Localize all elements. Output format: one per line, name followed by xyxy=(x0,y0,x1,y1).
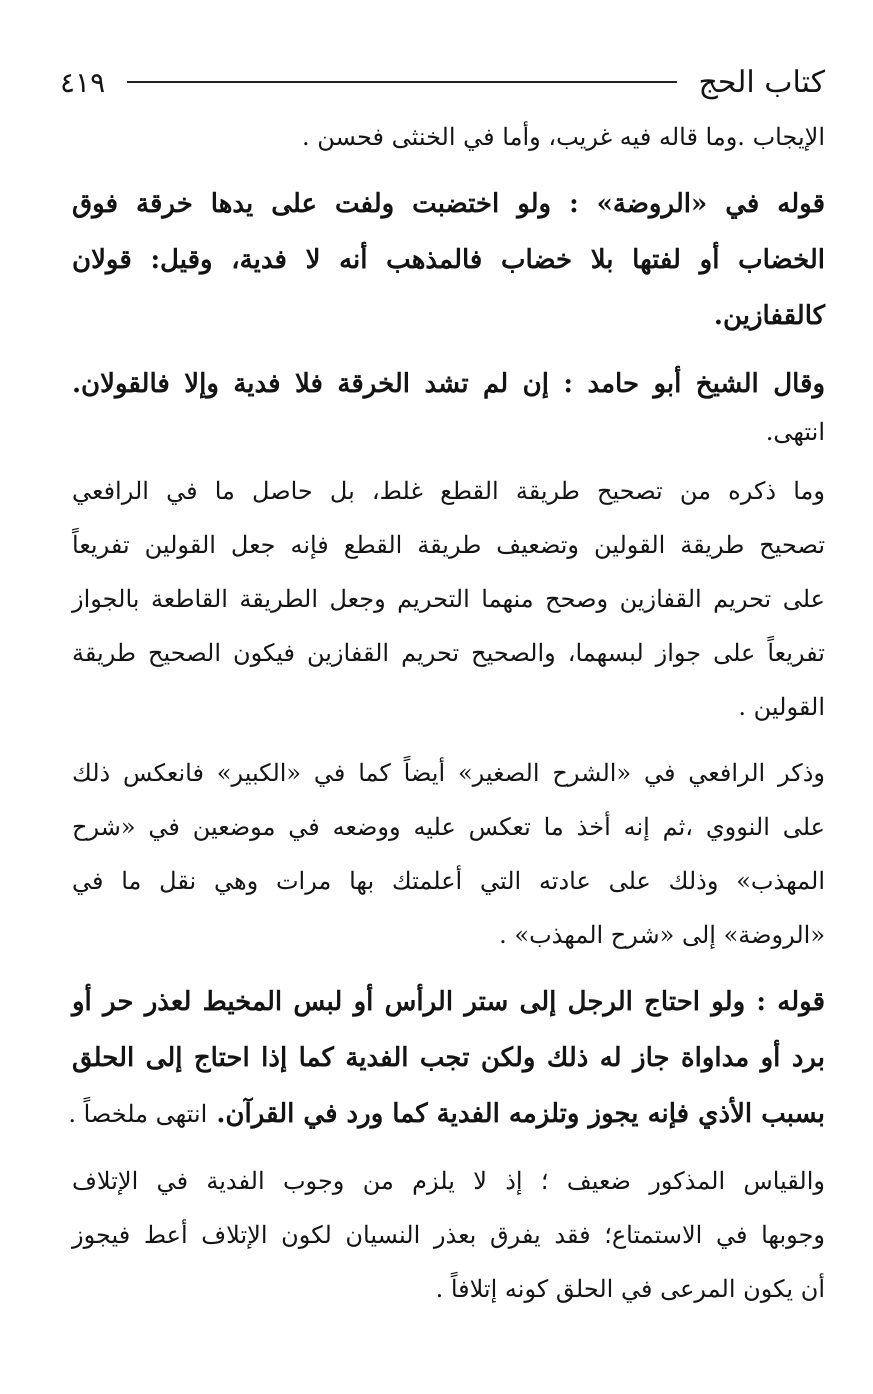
quoted-text: بسبب الأذي فإنه يجوز وتلزمه الفدية كما ورد في القرآن. xyxy=(216,1099,825,1129)
text-line: قوله في «الروضة» : ولو اختضبت ولفت على يدها خرقة فوق xyxy=(72,189,825,219)
text-line: تفريعاً على جواز لبسهما، والصحيح تحريم القفازين فيكون الصحيح طريقة xyxy=(72,639,825,667)
text-line: المهذب» وذلك على عادته التي أعلمتك بها مرات وهي نقل ما في xyxy=(72,867,825,895)
text-line: وما ذكره من تصحيح طريقة القطع غلط، بل حاصل ما في الرافعي xyxy=(72,477,826,505)
text-line: أن يكون المرعى في الحلق كونه إتلافاً . xyxy=(435,1275,825,1303)
text-line: انتهى. xyxy=(765,418,825,446)
text-line: على تحريم القفازين وصحح منهما التحريم وجعل الطريقة القاطعة بالجواز xyxy=(72,585,825,613)
text-line: والقياس المذكور ضعيف ؛ إذ لا يلزم من وجوب الفدية في الإتلاف xyxy=(72,1167,825,1195)
quoted-paragraph xyxy=(72,356,825,452)
page-number: ٤١٩ xyxy=(60,65,106,99)
text-line: تصحيح طريقة القولين وتضعيف طريقة القطع فإنه جعل القولين تفريعاً xyxy=(72,531,825,559)
text-line: قوله : ولو احتاج الرجل إلى ستر الرأس أو لبس المخيط لعذر حر أو xyxy=(72,987,825,1017)
text-line: على النووي ،ثم إنه أخذ ما تعكس عليه ووضعه في موضعين في «شرح xyxy=(72,813,825,841)
text-line: برد أو مداواة جاز له ذلك ولكن تجب الفدية كما إذا احتاج إلى الحلق xyxy=(72,1043,825,1073)
page-body xyxy=(68,110,826,1316)
chapter-title: كتاب الحج xyxy=(698,64,825,100)
text-line xyxy=(68,1086,825,1142)
paragraph xyxy=(72,1154,825,1316)
text-line: وذكر الرافعي في «الشرح الصغير» أيضاً كما في «الكبير» فانعكس ذلك xyxy=(72,759,825,787)
quote-end-note: انتهى ملخصاً . xyxy=(68,1100,208,1128)
paragraph xyxy=(72,110,825,164)
text-line: الخضاب أو لفتها بلا خضاب فالمذهب أنه لا فدية، وقيل: قولان xyxy=(72,245,825,275)
text-line: الإيجاب .وما قاله فيه غريب، وأما في الخنثى فحسن . xyxy=(302,123,825,151)
text-line: «الروضة» إلى «شرح المهذب» . xyxy=(499,921,825,949)
paragraph xyxy=(72,746,825,962)
running-header xyxy=(60,62,825,102)
header-rule xyxy=(127,81,676,83)
text-line: القولين . xyxy=(738,693,825,721)
quoted-paragraph xyxy=(72,176,825,344)
text-line: وقال الشيخ أبو حامد : إن لم تشد الخرقة فلا فدية وإلا فالقولان. xyxy=(72,369,825,399)
text-line: وجوبها في الاستمتاع؛ فقد يفرق بعذر النسيان لكون الإتلاف أعط فيجوز xyxy=(72,1221,825,1249)
quoted-paragraph xyxy=(68,974,825,1142)
paragraph xyxy=(72,464,825,734)
text-line: كالقفازين. xyxy=(713,301,825,331)
